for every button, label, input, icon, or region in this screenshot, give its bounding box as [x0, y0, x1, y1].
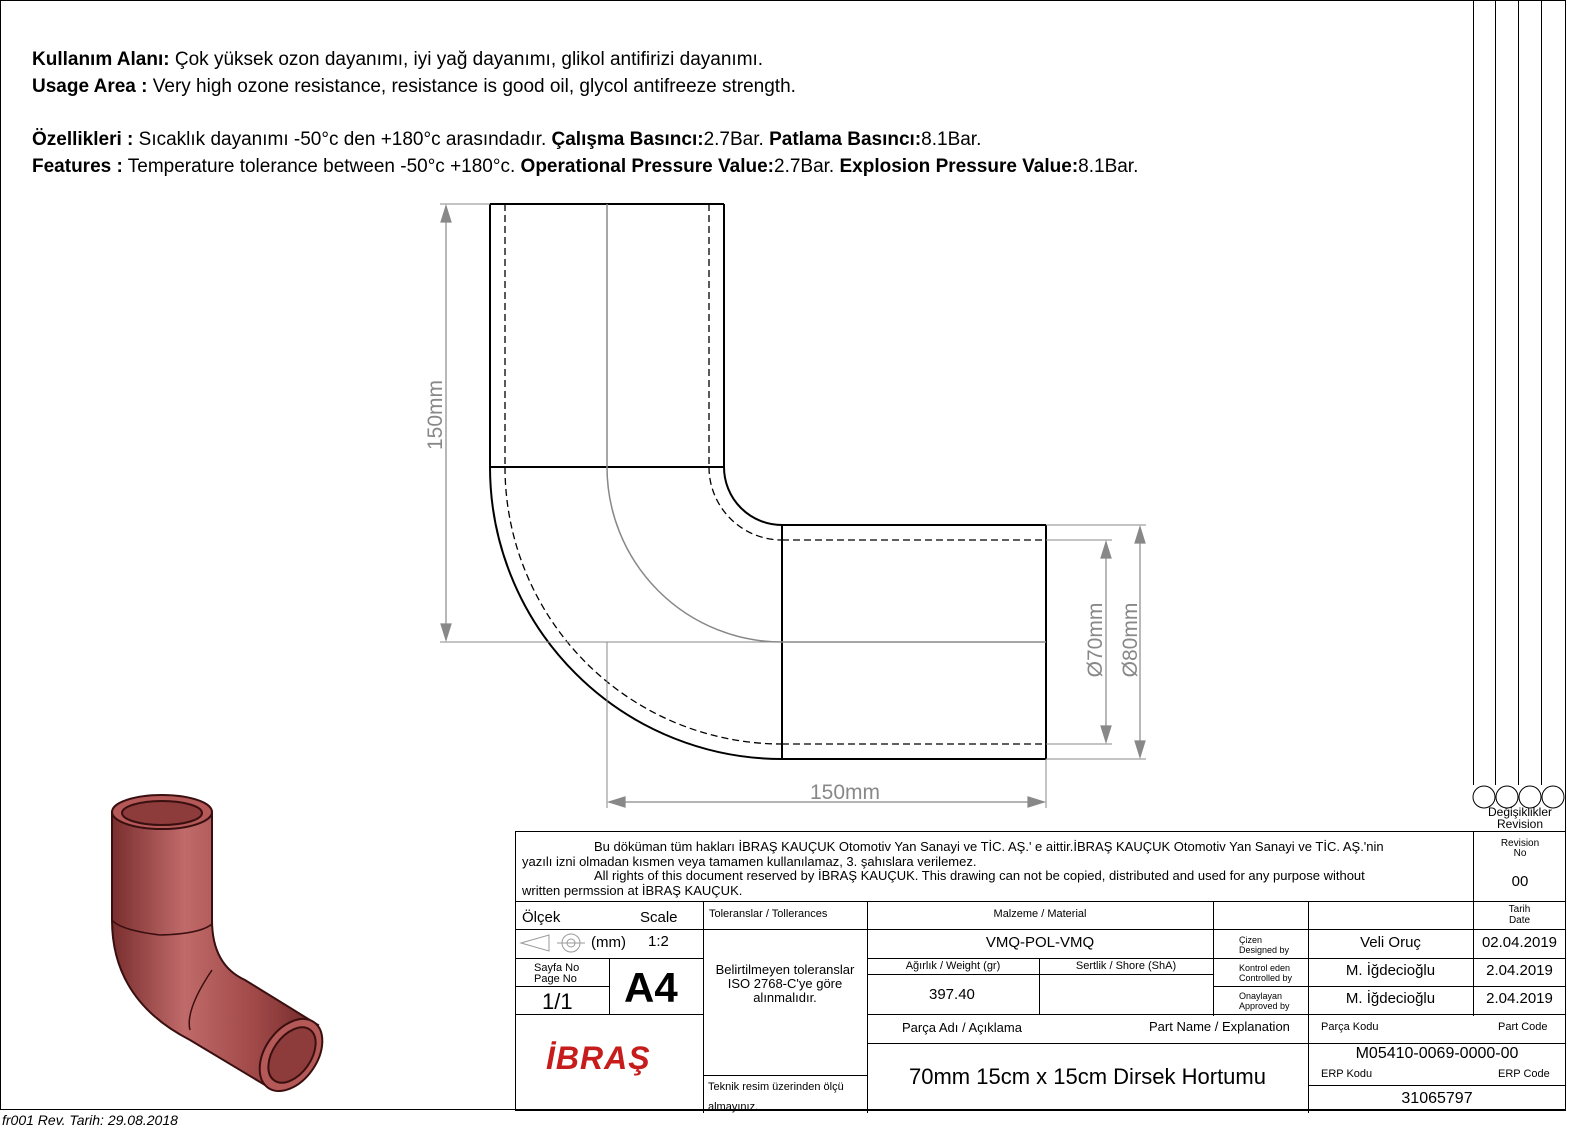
- designed-by-name: Veli Oruç: [1360, 934, 1421, 951]
- features-en: Features : Temperature tolerance between -50°c +180°c. Operational Pressure Value:2.7Bar. Explosion Pressure Value:8.1Bar.: [32, 156, 1139, 177]
- tolerances-header: Toleranslar / Tollerances: [709, 908, 828, 920]
- elbow-outline: [490, 204, 1046, 759]
- weight-value: 397.40: [929, 986, 975, 1003]
- approved-date: 2.04.2019: [1486, 990, 1553, 1007]
- company-logo: İBRAŞ: [546, 1040, 651, 1076]
- technical-note: Teknik resim üzerinden ölçü almayınız.: [708, 1081, 844, 1113]
- approved-by-name: M. İğdecioğlu: [1345, 990, 1436, 1007]
- scale-value: 1:2: [648, 933, 669, 950]
- erp-label-en: ERP Code: [1498, 1068, 1550, 1080]
- weight-header: Ağırlık / Weight (gr): [905, 960, 1001, 972]
- part-name-value: 70mm 15cm x 15cm Dirsek Hortumu: [909, 1064, 1266, 1089]
- center-lines: [607, 204, 1046, 642]
- projection-symbol: [519, 932, 589, 954]
- part-code-label-en: Part Code: [1498, 1021, 1548, 1033]
- designed-date: 02.04.2019: [1481, 934, 1558, 951]
- hose-3d-image: [112, 795, 335, 1103]
- erp-label-tr: ERP Kodu: [1321, 1068, 1373, 1080]
- page-value: 1/1: [542, 989, 573, 1014]
- scale-label-tr: Ölçek: [522, 909, 561, 926]
- outer-diameter-label: Ø80mm: [1119, 602, 1142, 678]
- page-label-en: Page No: [534, 973, 577, 985]
- controlled-by-name: M. İğdecioğlu: [1345, 962, 1436, 979]
- tolerances-text: Belirtilmeyen toleranslar ISO 2768-C'ye göre alınmalıdır.: [715, 962, 855, 1005]
- erp-value: 31065797: [1401, 1090, 1473, 1107]
- part-code-value: M05410-0069-0000-00: [1355, 1045, 1519, 1062]
- paper-size: A4: [624, 964, 678, 1011]
- scale-label-en: Scale: [640, 909, 678, 926]
- page-label-tr: Sayfa No: [534, 962, 580, 974]
- part-name-label-en: Part Name / Explanation: [1149, 1019, 1290, 1034]
- inner-diameter-label: Ø70mm: [1084, 602, 1107, 678]
- revision-header: Değişiklikler Revision: [1487, 805, 1552, 831]
- copyright-notice: Bu döküman tüm hakları İBRAŞ KAUÇUK Otomotiv Yan Sanayi ve TİC. AŞ.' e aittir.İBRAŞ KAUÇUK Otomotiv Yan Sanayi ve TİC. AŞ.'nin yazılı izni olmadan kısmen veya tamamen kullanılamaz, 3. şahıslara verilemez. All rights of this document reserved by İBRAŞ KAUÇUK. This drawing can not be copied, distributed and used for any purpose without written permssion at İBRAŞ KAUÇUK.: [522, 839, 1384, 898]
- wall-lines: [505, 204, 1046, 744]
- unit-label: (mm): [591, 934, 626, 951]
- shore-header: Sertlik / Shore (ShA): [1075, 960, 1177, 972]
- title-block: Bu döküman tüm hakları İBRAŞ KAUÇUK Otomotiv Yan Sanayi ve TİC. AŞ.' e aittir.İBRAŞ KAUÇUK Otomotiv Yan Sanayi ve TİC. AŞ.'nin yazılı izni olmadan kısmen veya tamamen kullanılamaz, 3. şahıslara verilemez. All rights of this document reserved by İBRAŞ KAUÇUK. This drawing can not be copied, distributed and used for any purpose without written permssion at İBRAŞ KAUÇUK. Revision No 00 Ölçek Scale (mm) 1:2 Sayfa No Page No 1/1 A4 İBRAŞ Toleranslar / Tollerances Belirtilmeyen toleranslar ISO 2768-C'ye göre alınmalıdır. Teknik resim üzerinden ölçü almayınız. Malzeme / Material VMQ-POL-VMQ Ağırlık / Weight (gr) Sertlik / Shore (ShA) 397.40 Çizen Designed by Veli Oruç 02.04.2019 Kontrol eden Controlled by M. İğdecioğlu 2.04.2019 Onaylayan Approved by M. İğdecioğlu 2.04.2019 Tarih Date Parça Adı / Açıklama Part Name / Explanation 70mm 15cm x 15cm Dirsek Hortumu Parça Kodu Part Code M05410-0069-0000-00 ERP Kodu ERP Code 31065797: [515, 831, 1566, 1111]
- usage-tr: Kullanım Alanı: Çok yüksek ozon dayanımı, iyi yağ dayanımı, glikol antifirizi dayanımı.: [32, 49, 764, 70]
- revision-no-cell: Revision No 00: [1473, 832, 1566, 901]
- width-dimension-label: 150mm: [809, 781, 881, 804]
- dimension-lines: [441, 206, 1145, 807]
- part-name-label-tr: Parça Adı / Açıklama: [902, 1020, 1022, 1035]
- height-dimension-label: 150mm: [424, 379, 447, 451]
- features-tr: Özellikleri : Sıcaklık dayanımı -50°c den +180°c arasındadır. Çalışma Basıncı:2.7Bar. Patlama Basıncı:8.1Bar.: [32, 129, 982, 150]
- controlled-date: 2.04.2019: [1486, 962, 1553, 979]
- material-value: VMQ-POL-VMQ: [985, 934, 1095, 951]
- material-header: Malzeme / Material: [993, 908, 1087, 920]
- usage-en: Usage Area : Very high ozone resistance, resistance is good oil, glycol antifreeze strength.: [32, 76, 796, 97]
- part-code-label-tr: Parça Kodu: [1321, 1021, 1379, 1033]
- extension-lines: [440, 204, 1146, 808]
- footer-form-code: fr001 Rev. Tarih: 29.08.2018: [2, 1112, 178, 1128]
